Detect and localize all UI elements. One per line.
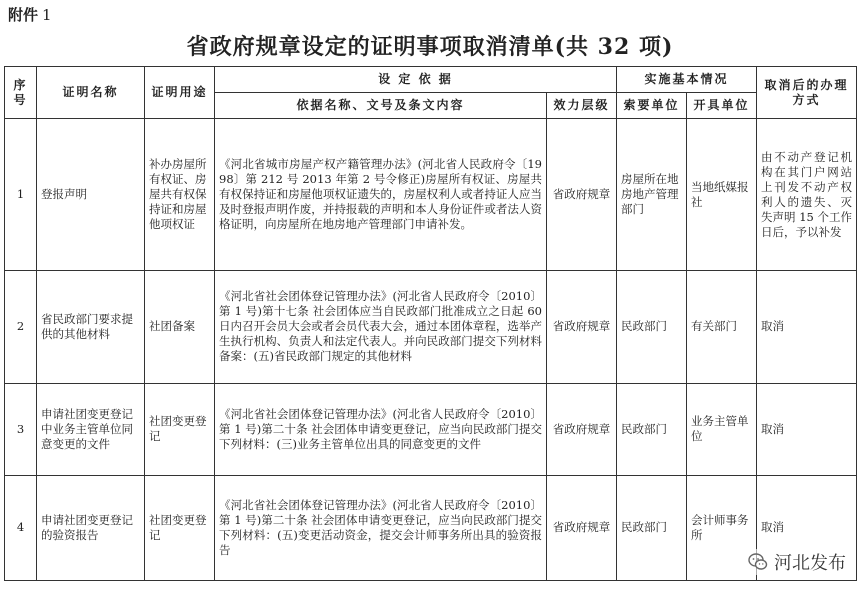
table-row xyxy=(5,383,857,475)
row-purpose: 社团变更登记 xyxy=(145,383,215,475)
row-issuer: 业务主管单位 xyxy=(687,383,757,475)
page-title: 省政府规章设定的证明事项取消清单(共 32 项) xyxy=(186,34,674,60)
row-issuer: 会计师事务所 xyxy=(687,475,757,580)
row-name: 登报声明 xyxy=(37,119,145,271)
row-basis: 《河北省社会团体登记管理办法》(河北省人民政府令〔2010〕第 1 号)第二十条 社会团体申请变更登记，应当向民政部门提交下列材料：(三)业务主管单位出具的同意变更的文件 xyxy=(215,383,547,475)
row-purpose: 补办房屋所有权证、房屋共有权保持证和房屋他项权证 xyxy=(145,119,215,271)
header-basis-doc: 依据名称、文号及条文内容 xyxy=(215,93,547,119)
row-purpose: 社团变更登记 xyxy=(145,475,215,580)
row-requester: 民政部门 xyxy=(617,383,687,475)
header-basis-group: 设 定 依 据 xyxy=(215,67,617,93)
row-level: 省政府规章 xyxy=(547,271,617,383)
attachment-number: 1 xyxy=(42,6,52,24)
row-requester: 民政部门 xyxy=(617,271,687,383)
row-basis: 《河北省社会团体登记管理办法》(河北省人民政府令〔2010〕第 1 号)第十七条 社会团体应当自民政部门批准成立之日起 60 日内召开会员大会或者会员代表大会，通过本团体章程，选举产生执行机构、负责人和法定代表人。并向民政部门提交下列材料备案：(五)省民政部门规定的其他材料 xyxy=(215,271,547,383)
attachment-label-text: 附件 xyxy=(8,6,39,24)
header-level: 效力层级 xyxy=(547,93,617,119)
watermark-text: 河北发布 xyxy=(774,553,846,574)
row-index: 4 xyxy=(5,475,37,580)
row-basis: 《河北省社会团体登记管理办法》(河北省人民政府令〔2010〕第 1 号)第二十条 社会团体申请变更登记，应当向民政部门提交下列材料：(五)变更活动资金，提交会计师事务所出具的验资报告 xyxy=(215,475,547,580)
table-row xyxy=(5,119,857,271)
row-index: 2 xyxy=(5,271,37,383)
row-index: 3 xyxy=(5,383,37,475)
row-after: 取消 xyxy=(757,383,857,475)
row-after: 由不动产登记机构在其门户网站上刊发不动产权利人的遗失、灭失声明 15 个工作日后，予以补发 xyxy=(757,119,857,271)
row-requester: 民政部门 xyxy=(617,475,687,580)
row-name: 申请社团变更登记的验资报告 xyxy=(37,475,145,580)
header-impl-group: 实施基本情况 xyxy=(617,67,757,93)
cancellation-table xyxy=(4,66,857,581)
header-purpose: 证明用途 xyxy=(145,67,215,119)
row-basis: 《河北省城市房屋产权产籍管理办法》(河北省人民政府令〔1998〕第 212 号 2013 年第 2 号令修正)房屋所有权证、房屋共有权保持证和房屋他项权证遗失的，房屋权利人或者持证人应当及时登报声明作废，并持报载的声明和本人身份证件或者法人资格证明，向房屋所在地房地产管理部门申请补发。 xyxy=(215,119,547,271)
row-after: 取消 xyxy=(757,475,857,580)
row-level: 省政府规章 xyxy=(547,119,617,271)
wechat-icon xyxy=(748,552,768,572)
header-requester: 索要单位 xyxy=(617,93,687,119)
row-issuer: 当地纸媒报社 xyxy=(687,119,757,271)
row-name: 省民政部门要求提供的其他材料 xyxy=(37,271,145,383)
row-level: 省政府规章 xyxy=(547,475,617,580)
row-requester: 房屋所在地房地产管理部门 xyxy=(617,119,687,271)
watermark xyxy=(748,549,846,575)
row-purpose: 社团备案 xyxy=(145,271,215,383)
table-row xyxy=(5,271,857,383)
row-index: 1 xyxy=(5,119,37,271)
header-after: 取消后的办理方式 xyxy=(757,67,857,119)
attachment-label xyxy=(8,4,52,25)
header-index: 序号 xyxy=(5,67,37,119)
row-issuer: 有关部门 xyxy=(687,271,757,383)
row-name: 申请社团变更登记中业务主管单位同意变更的文件 xyxy=(37,383,145,475)
header-name: 证明名称 xyxy=(37,67,145,119)
row-level: 省政府规章 xyxy=(547,383,617,475)
header-issuer: 开具单位 xyxy=(687,93,757,119)
row-after: 取消 xyxy=(757,271,857,383)
table-row xyxy=(5,475,857,580)
